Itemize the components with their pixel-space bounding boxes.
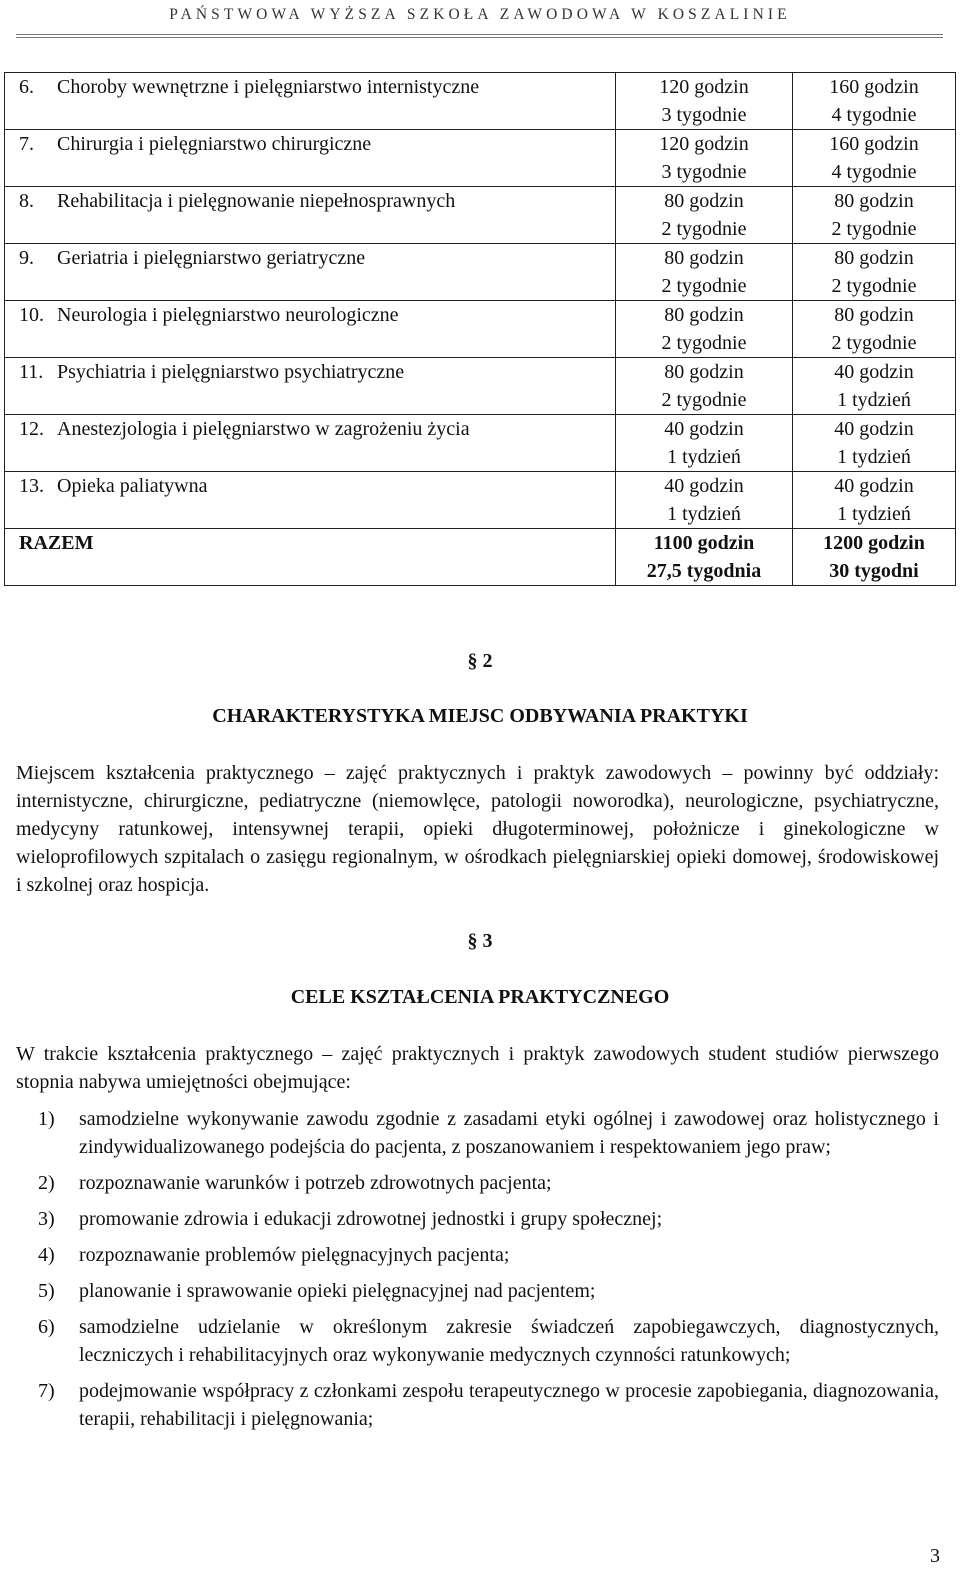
table-row — [5, 415, 956, 472]
hours-column-a-cell — [616, 472, 793, 529]
total-column-a-cell — [616, 529, 793, 586]
weeks-value: 1 tydzień — [667, 446, 741, 468]
hours-column-b-cell — [793, 187, 956, 244]
weeks-value: 2 tygodnie — [661, 332, 747, 354]
weeks-value: 1 tydzień — [837, 446, 911, 468]
row-name-cell — [5, 244, 616, 301]
hours-value: 40 godzin — [664, 418, 744, 440]
list-item-number: 3) — [38, 1208, 55, 1230]
total-row — [5, 529, 956, 586]
hours-value: 160 godzin — [829, 76, 919, 98]
hours-value: 40 godzin — [834, 475, 914, 497]
list-item-number: 5) — [38, 1280, 55, 1302]
table-row — [5, 301, 956, 358]
header-rule-secondary — [16, 37, 943, 38]
hours-value: 40 godzin — [664, 475, 744, 497]
hours-value: 80 godzin — [664, 304, 744, 326]
hours-column-a-cell — [616, 301, 793, 358]
total-column-b-cell — [793, 529, 956, 586]
row-name-cell — [5, 73, 616, 130]
total-hours-value: 1100 godzin — [653, 532, 755, 554]
hours-column-a-cell — [616, 244, 793, 301]
section-3-intro: W trakcie kształcenia praktycznego – zajęć praktycznych i praktyk zawodowych student studiów pierwszego stopnia nabywa umiejętności obejmujące: — [16, 1043, 939, 1093]
weeks-value: 2 tygodnie — [661, 275, 747, 297]
hours-column-a-cell — [616, 187, 793, 244]
list-item-number: 2) — [38, 1172, 55, 1194]
section-2-text: Miejscem kształcenia praktycznego – zajęć praktycznych i praktyk zawodowych – powinny być oddziały: internistyczne, chirurgiczne, pediatryczne (niemowlęce, patologii noworodka), neurologiczne, psychiatryczne, medycyny ratunkowej, intensywnej terapii, opieki długoterminowej, położnicze i ginekologiczne w wieloprofilowych szpitalach o zasięgu regionalnym, w ośrodkach pielęgniarskiej opieki domowej, środowiskowej i szkolnej oraz hospicja. — [16, 762, 939, 896]
list-item — [16, 1241, 939, 1269]
row-name-cell — [5, 358, 616, 415]
list-item-number: 1) — [38, 1108, 55, 1130]
row-name-cell — [5, 415, 616, 472]
table-row — [5, 73, 956, 130]
row-name: Neurologia i pielęgniarstwo neurologiczne — [57, 304, 399, 326]
row-name-cell — [5, 301, 616, 358]
hours-value: 80 godzin — [664, 190, 744, 212]
weeks-value: 1 tydzień — [837, 389, 911, 411]
total-hours-value: 1200 godzin — [823, 532, 925, 554]
list-item-text: rozpoznawanie problemów pielęgnacyjnych pacjenta; — [79, 1244, 510, 1266]
row-name: Psychiatria i pielęgniarstwo psychiatryczne — [57, 361, 405, 383]
row-number: 9. — [19, 247, 34, 269]
row-number: 13. — [19, 475, 44, 497]
hours-column-b-cell — [793, 130, 956, 187]
hours-column-b-cell — [793, 73, 956, 130]
hours-column-a-cell — [616, 73, 793, 130]
hours-column-b-cell — [793, 472, 956, 529]
list-item — [16, 1277, 939, 1305]
hours-column-a-cell — [616, 358, 793, 415]
hours-value: 120 godzin — [659, 133, 749, 155]
list-item-text: samodzielne wykonywanie zawodu zgodnie z zasadami etyki ogólnej i zawodowej oraz holistycznego i zindywidualizowanego podejścia do pacjenta, z poszanowaniem i respektowaniem jego praw; — [79, 1108, 939, 1158]
weeks-value: 2 tygodnie — [661, 389, 747, 411]
weeks-value: 2 tygodnie — [831, 332, 917, 354]
table-row — [5, 187, 956, 244]
hours-value: 80 godzin — [834, 190, 914, 212]
hours-value: 80 godzin — [834, 247, 914, 269]
section-2-title: CHARAKTERYSTYKA MIEJSC ODBYWANIA PRAKTYKI — [212, 705, 748, 727]
weeks-value: 1 tydzień — [667, 503, 741, 525]
page-number: 3 — [930, 1545, 940, 1567]
list-item-text: samodzielne udzielanie w określonym zakresie świadczeń zapobiegawczych, diagnostycznych, leczniczych i rehabilitacyjnych oraz wykonywanie medycznych czynności ratunkowych; — [79, 1316, 939, 1366]
row-number: 12. — [19, 418, 44, 440]
list-item-text: planowanie i sprawowanie opieki pielęgnacyjnej nad pacjentem; — [79, 1280, 596, 1302]
section-3-sign: § 3 — [467, 930, 493, 952]
row-number: 6. — [19, 76, 34, 98]
list-item-number: 4) — [38, 1244, 55, 1266]
list-item — [16, 1205, 939, 1233]
hours-value: 40 godzin — [834, 418, 914, 440]
row-name: Chirurgia i pielęgniarstwo chirurgiczne — [57, 133, 372, 155]
total-label-cell — [5, 529, 616, 586]
weeks-value: 2 tygodnie — [661, 218, 747, 240]
weeks-value: 3 tygodnie — [661, 161, 747, 183]
hours-column-b-cell — [793, 415, 956, 472]
page-header: PAŃSTWOWA WYŻSZA SZKOŁA ZAWODOWA W KOSZALINIE — [169, 6, 791, 23]
row-name-cell — [5, 187, 616, 244]
hours-column-b-cell — [793, 301, 956, 358]
section-3-title: CELE KSZTAŁCENIA PRAKTYCZNEGO — [290, 986, 670, 1008]
list-item-text: podejmowanie współpracy z członkami zespołu terapeutycznego w procesie zapobiegania, diagnozowania, terapii, rehabilitacji i pielęgnowania; — [79, 1380, 939, 1430]
row-name-cell — [5, 472, 616, 529]
row-name: Choroby wewnętrzne i pielęgniarstwo internistyczne — [57, 76, 480, 98]
list-item — [16, 1169, 939, 1197]
row-number: 11. — [19, 361, 44, 383]
weeks-value: 4 tygodnie — [831, 161, 917, 183]
goals-list — [16, 1105, 939, 1441]
total-weeks-value: 27,5 tygodnia — [646, 560, 762, 582]
weeks-value: 2 tygodnie — [831, 218, 917, 240]
hours-column-a-cell — [616, 415, 793, 472]
weeks-value: 1 tydzień — [837, 503, 911, 525]
list-item — [16, 1313, 939, 1369]
table-row — [5, 244, 956, 301]
list-item — [16, 1105, 939, 1161]
hours-value: 40 godzin — [834, 361, 914, 383]
total-weeks-value: 30 tygodni — [829, 560, 919, 582]
hours-value: 80 godzin — [834, 304, 914, 326]
list-item-text: rozpoznawanie warunków i potrzeb zdrowotnych pacjenta; — [79, 1172, 552, 1194]
hours-value: 80 godzin — [664, 361, 744, 383]
table-row — [5, 472, 956, 529]
row-name: Anestezjologia i pielęgniarstwo w zagrożeniu życia — [57, 418, 470, 440]
row-name: Rehabilitacja i pielęgnowanie niepełnosprawnych — [57, 190, 456, 212]
row-name: Geriatria i pielęgniarstwo geriatryczne — [57, 247, 366, 269]
hours-value: 160 godzin — [829, 133, 919, 155]
section-2-sign: § 2 — [467, 650, 493, 672]
row-name: Opieka paliatywna — [57, 475, 208, 497]
row-name-cell — [5, 130, 616, 187]
hours-value: 80 godzin — [664, 247, 744, 269]
table-row — [5, 130, 956, 187]
hours-column-b-cell — [793, 244, 956, 301]
list-item — [16, 1377, 939, 1433]
table-row — [5, 358, 956, 415]
weeks-value: 2 tygodnie — [831, 275, 917, 297]
total-label: RAZEM — [19, 532, 94, 554]
hours-column-b-cell — [793, 358, 956, 415]
header-rule — [16, 34, 943, 35]
weeks-value: 4 tygodnie — [831, 104, 917, 126]
list-item-number: 6) — [38, 1316, 55, 1338]
row-number: 10. — [19, 304, 44, 326]
hours-value: 120 godzin — [659, 76, 749, 98]
weeks-value: 3 tygodnie — [661, 104, 747, 126]
list-item-number: 7) — [38, 1380, 55, 1402]
row-number: 8. — [19, 190, 34, 212]
row-number: 7. — [19, 133, 34, 155]
list-item-text: promowanie zdrowia i edukacji zdrowotnej jednostki i grupy społecznej; — [79, 1208, 663, 1230]
practice-hours-table — [4, 72, 956, 586]
hours-column-a-cell — [616, 130, 793, 187]
